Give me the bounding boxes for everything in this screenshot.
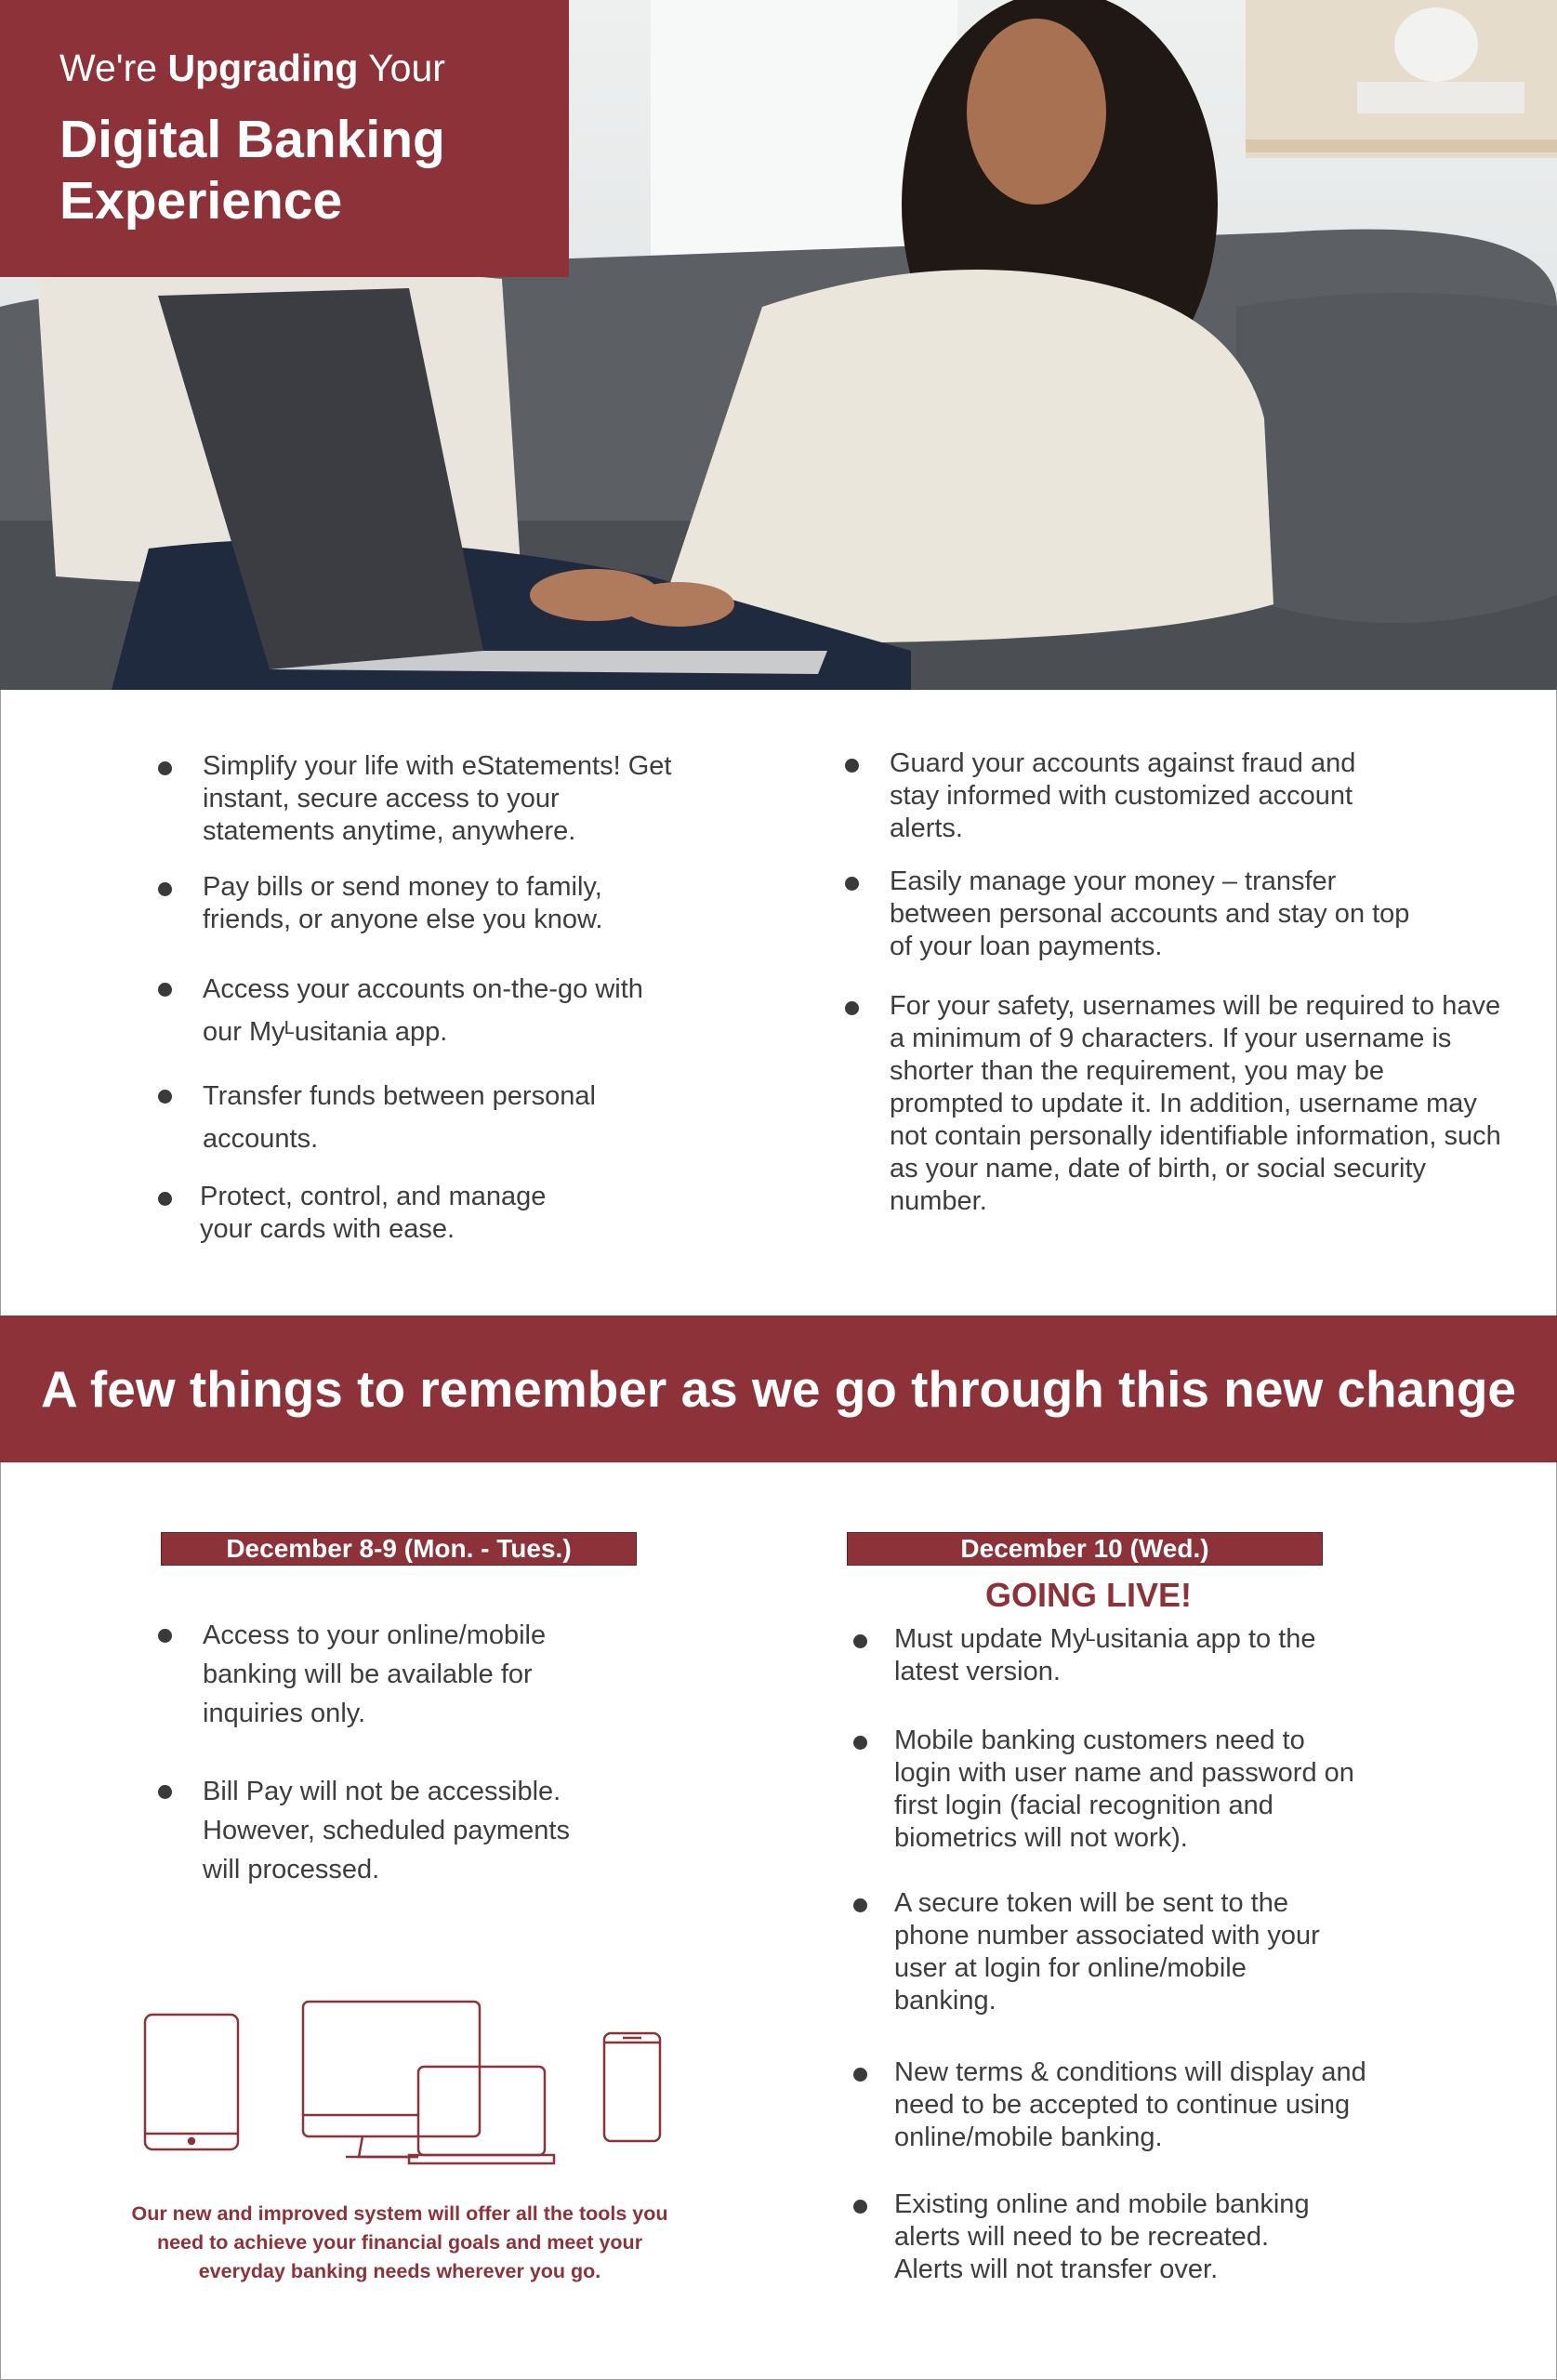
banner-heading: A few things to remember as we go through this new change [40, 1360, 1517, 1418]
bullet-icon [853, 2200, 867, 2214]
list-item: For your safety, usernames will be required to have a minimum of 9 characters. If your username is shorter than the requirement, you may be prompted to update it. In addition, username may not contain personally identifiable information, such as your name, date of birth, or social security number. [890, 990, 1503, 1218]
list-item: Must update Myᴸusitania app to the latest version. [894, 1623, 1322, 1688]
phase1-date-badge: December 8-9 (Mon. - Tues.) [161, 1532, 637, 1566]
list-item: Access your accounts on-the-go with our Myᴸusitania app. [203, 968, 649, 1053]
bullet-icon [158, 1785, 172, 1799]
bullet-icon [845, 877, 859, 891]
bullet-icon [158, 1090, 172, 1104]
devices-illustration [139, 1994, 669, 2180]
list-item: Pay bills or send money to family, friends, or anyone else you know. [203, 871, 686, 936]
bullet-icon [158, 1192, 172, 1206]
bullet-icon [853, 1898, 867, 1912]
bullet-icon [853, 1736, 867, 1750]
list-item: Access to your online/mobile banking will be available for inquiries only. [203, 1616, 593, 1733]
bullet-icon [853, 2068, 867, 2082]
tablet-icon [145, 2015, 238, 2149]
list-item: Existing online and mobile banking alerts will need to be recreated. Alerts will not transfer over. [894, 2188, 1331, 2286]
laptop-icon [409, 2067, 554, 2163]
bullet-icon [158, 882, 172, 896]
reminder-banner [0, 1316, 1557, 1462]
list-item: A secure token will be sent to the phone number associated with your user at login for online/mobile banking. [894, 1887, 1340, 2017]
hero-title: Digital Banking Experience [59, 110, 445, 231]
bullet-icon [158, 1629, 172, 1643]
list-item: Transfer funds between personal accounts. [203, 1075, 649, 1160]
going-live-heading: GOING LIVE! [984, 1576, 1192, 1614]
list-item: Simplify your life with eStatements! Get instant, secure access to your statements anytime, anywhere. [203, 750, 686, 848]
list-item: Guard your accounts against fraud and stay informed with customized account alerts. [890, 747, 1410, 845]
list-item: Bill Pay will not be accessible. However, scheduled payments will processed. [203, 1772, 612, 1889]
hero-subtitle: We're Upgrading Your [59, 46, 445, 89]
desktop-monitor-icon [303, 2002, 480, 2157]
phase2-date-badge: December 10 (Wed.) [847, 1532, 1323, 1566]
bullet-icon [853, 1634, 867, 1648]
bullet-icon [845, 759, 859, 773]
bullet-icon [158, 983, 172, 997]
bullet-icon [845, 1001, 859, 1015]
hero-section [0, 0, 1557, 690]
list-item: Easily manage your money – transfer between personal accounts and stay on top of your loan payments. [890, 866, 1438, 963]
tagline-text: Our new and improved system will offer all the tools you need to achieve your financial goals and meet your everyday banking needs wherever you go. [131, 2202, 668, 2282]
list-item: Protect, control, and manage your cards with ease. [200, 1181, 590, 1246]
bullet-icon [158, 761, 172, 775]
smartphone-icon [604, 2033, 660, 2141]
list-item: New terms & conditions will display and need to be accepted to continue using online/mobile banking. [894, 2056, 1368, 2154]
hero-title-box [0, 0, 569, 277]
list-item: Mobile banking customers need to login with user name and password on first login (facial recognition and biometrics will not work). [894, 1725, 1359, 1855]
